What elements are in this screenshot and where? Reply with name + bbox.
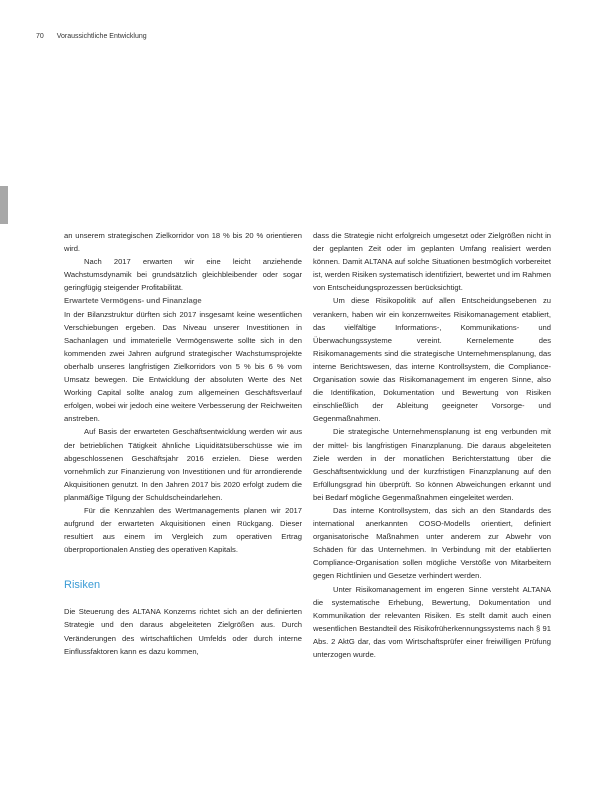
section-heading: Risiken — [64, 579, 101, 592]
paragraph: Für die Kennzahlen des Wertmanagements planen wir 2017 aufgrund der erwarteten Akquisitionen einen Rückgang. Dieser resultiert aus einem im Vergleich zum operativen Ertrag überproportionalen Anstieg des operativen Kapitals. — [64, 505, 302, 555]
paragraph: an unserem strategischen Zielkorridor von 18 % bis 20 % orientieren wird. — [64, 231, 302, 254]
side-tab-marker — [0, 186, 8, 224]
paragraph: In der Bilanzstruktur dürften sich 2017 insgesamt keine wesentlichen Verschiebungen ergeben. Das Niveau unserer Investitionen in Sachanlagen und immaterielle Vermögenswerte sollte sich in den kommenden zwei Jahren aufgrund strategischer Wachstumsprojekte oberhalb unseres langfristigen Zielkorridors von 5 % bis 6 % vom Umsatz bewegen. Die Entwicklung der absoluten Werte des Net Working Capital sollte analog zum allgemeinen Geschäftsverlauf erfolgen, wobei wir jedoch eine weitere Verbesserung der Reichweiten anstreben. — [64, 309, 302, 424]
paragraph: Nach 2017 erwarten wir eine leicht anziehende Wachstumsdynamik bei grundsätzlich gleichbleibender oder sogar geringfügig steigender Profitabilität. — [64, 257, 302, 293]
subheading: Erwartete Vermögens- und Finanzlage — [64, 296, 202, 306]
running-header — [36, 33, 147, 40]
paragraph: Um diese Risikopolitik auf allen Entscheidungsebenen zu verankern, haben wir ein konzernweites Risikomanagement etabliert, das vielfältige Informations-, Kommunikations- und Überwachungssysteme vereint. Kernelemente des Risikomanagements sind die strategische Unternehmensplanung, das interne Berichtswesen, das interne Kontrollsystem, die Compliance-Organisation sowie das Risikomanagement im engeren Sinne, also die Identifikation, Dokumentation und Bewertung von Risiken einschließlich der Ableitung geeigneter Vorsorge- und Gegenmaßnahmen. — [313, 296, 551, 424]
paragraph: Unter Risikomanagement im engeren Sinne versteht ALTANA die systematische Erhebung, Bewertung, Dokumentation und Kommunikation der relevanten Risiken. Es stellt damit auch einen wesentlichen Bestandteil des Risikofrüherkennungssystems nach § 91 Abs. 2 AktG dar, das vom Wirtschaftsprüfer einer freiwilligen Prüfung unterzogen wurde. — [313, 584, 551, 659]
paragraph: Das interne Kontrollsystem, das sich an den Standards des international anerkannten COSO-Modells orientiert, definiert organisatorische Maßnahmen unter anderem zur Abwehr von Schäden für das Unternehmen. In Verbindung mit der etablierten Compliance-Organisation sollen mögliche Verstöße von Mitarbeitern gegen Richtlinien und Gesetze verhindert werden. — [313, 505, 551, 581]
paragraph: dass die Strategie nicht erfolgreich umgesetzt oder Zielgrößen nicht in der geplanten Zeit oder im geplanten Umfang realisiert werden können. Damit ALTANA auf solche Situationen bestmöglich vorbereitet ist, werden Risiken systematisch identifiziert, bewertet und im Rahmen von Entscheidungsprozessen berücksichtigt. — [313, 231, 551, 293]
paragraph: Die strategische Unternehmensplanung ist eng verbunden mit der mittel- bis langfristigen Finanzplanung. Die daraus abgeleiteten Ziele werden in der monatlichen Berichterstattung über die Geschäftsentwicklung und der kurzfristigen Finanzplanung auf den Erfüllungsgrad hin überprüft. So können Abweichungen erkannt und bei Bedarf mögliche Gegenmaßnahmen eingeleitet werden. — [313, 427, 551, 502]
paragraph: Die Steuerung des ALTANA Konzerns richtet sich an der definierten Strategie und den daraus abgeleiteten Zielgrößen aus. Durch Veränderungen des wirtschaftlichen Umfelds oder durch interne Einflussfaktoren kann es dazu kommen, — [64, 607, 302, 656]
left-column — [64, 229, 302, 658]
page-number: 70 — [36, 33, 44, 40]
paragraph: Auf Basis der erwarteten Geschäftsentwicklung werden wir aus der betrieblichen Tätigkeit ähnliche Liquiditätsüberschüsse wie im abgeschlossenen Geschäftsjahr 2016 erzielen. Diese werden vornehmlich zur Finanzierung von Investitionen und für arrondierende Akquisitionen genutzt. In den Jahren 2017 bis 2020 erfolgt zudem die planmäßige Tilgung der Schuldscheindarlehen. — [64, 427, 302, 502]
section-name: Voraussichtliche Entwicklung — [56, 33, 147, 40]
right-column — [313, 229, 551, 661]
